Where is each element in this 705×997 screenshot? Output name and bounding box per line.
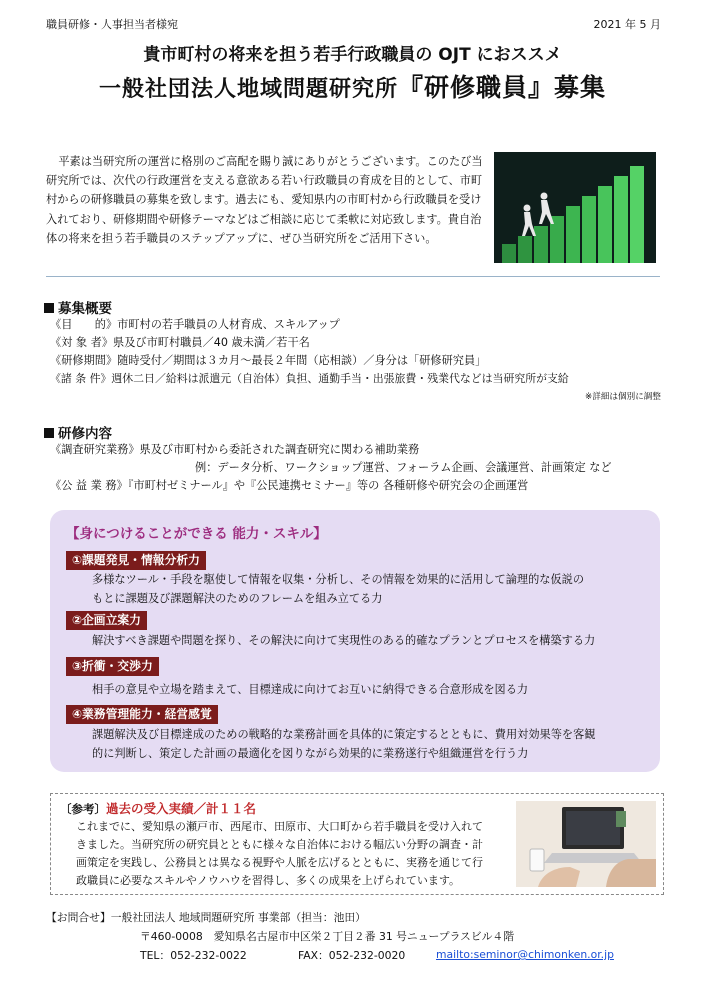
skill-description: 相手の意見や立場を踏まえて、目標達成に向けてお互いに納得できる合意形成を図る力 xyxy=(92,683,529,696)
skill-description: 多様なツール・手段を駆使して情報を収集・分析し、その情報を効果的に活用して論理的な仮説の もとに課題及び課題解決のためのフレームを組み立てる力 xyxy=(92,573,585,605)
training-heading: 研修内容 xyxy=(44,422,112,442)
recruit-row: 《研修期間》随時受付／期間は３カ月～最長２年間（応相談）／身分は「研修研究員」 xyxy=(50,354,487,367)
recruit-row: 《諸 条 件》週休二日／給料は派遣元（自治体）負担、通勤手当・出張旅費・残業代などは当研究所が支給 xyxy=(50,372,569,385)
skill-heading: ②企画立案力 xyxy=(66,611,147,630)
intro-text: 平素は当研究所の運営に格別のご高配を賜り誠にありがとうございます。このたび当研究所では、次代の行政運営を支える意欲ある若い行政職員の育成を目的として、市町村からの研修職員の募集を致します。過去にも、愛知県内の市町村から行政職員を受け入れており、研修期間や研修テーマなどはご相談に応じて柔軟に対応致します。貴自治体の将来を担う若手職員のステップアップに、ぜひ当研究所をご活用下さい。 xyxy=(46,155,483,245)
contact-fax: FAX：052-232-0020 xyxy=(298,949,406,962)
issue-date: 2021 年 5 月 xyxy=(593,18,661,31)
training-row: 《公 益 業 務》『市町村ゼミナール』や『公民連携セミナー』等の 各種研修や研究会の企画運営 xyxy=(50,479,529,492)
contact-email-link[interactable]: mailto:seminor@chimonken.or.jp xyxy=(436,948,614,961)
laptop-photo xyxy=(516,801,656,887)
skill-description: 解決すべき課題や問題を探り、その解決に向けて実現性のある的確なプランとプロセスを構築する力 xyxy=(92,634,596,647)
contact-heading: 【お問合せ】一般社団法人 地域問題研究所 事業部（担当：池田） xyxy=(46,911,366,924)
skills-title: 【身につけることができる 能力・スキル】 xyxy=(66,526,327,542)
org-name: 一般社団法人地域問題研究所 xyxy=(98,77,398,102)
reference-heading: 〔参考〕過去の受入実績／計１１名 xyxy=(60,801,257,816)
training-example: 例：データ分析、ワークショップ運営、フォーラム企画、会議運営、計画策定 など xyxy=(195,461,612,474)
skill-description: 課題解決及び目標達成のための戦略的な業務計画を具体的に策定するとともに、費用対効果等を客観 的に判断し、策定した計画の最適化を図りながら効果的に業務遂行や組織運営を行う力 xyxy=(92,728,596,760)
title-main: 『研修職員』募集 xyxy=(398,73,607,102)
recruit-row: 《目 的》市町村の若手職員の人材育成、スキルアップ xyxy=(50,318,340,331)
contact-tel: TEL：052-232-0022 xyxy=(140,949,247,962)
skill-heading: ④業務管理能力・経営感覚 xyxy=(66,705,218,724)
training-row: 《調査研究業務》県及び市町村から委託された調査研究に関わる補助業務 xyxy=(50,443,420,456)
skill-heading: ①課題発見・情報分析力 xyxy=(66,551,206,570)
reference-text: これまでに、愛知県の瀬戸市、西尾市、田原市、大口町から若手職員を受け入れて きました。当研究所の研究員とともに様々な自治体における幅広い分野の調査・計 画策定を実践し、公務員とは異なる視野や人脈を広げるとともに、実務を通じて行 政職員に必要なスキルやノウハウを習得し、多くの成果を上げられています。 xyxy=(76,820,483,887)
skill-heading: ③折衝・交渉力 xyxy=(66,657,159,676)
subtitle: 貴市町村の将来を担う若手行政職員の OJT におススメ xyxy=(143,45,562,65)
divider xyxy=(46,276,660,277)
recruit-row: 《対 象 者》県及び市町村職員／40 歳未満／若干名 xyxy=(50,336,310,349)
stairs-illustration xyxy=(494,152,656,263)
detail-note: ※詳細は個別に調整 xyxy=(585,392,661,402)
page-title xyxy=(0,68,705,104)
recruit-heading: 募集概要 xyxy=(44,297,112,317)
contact-address: 〒460-0008 愛知県名古屋市中区栄２丁目２番 31 号ニュープラスビル４階 xyxy=(140,930,515,943)
audience-label: 職員研修・人事担当者様宛 xyxy=(46,18,178,31)
